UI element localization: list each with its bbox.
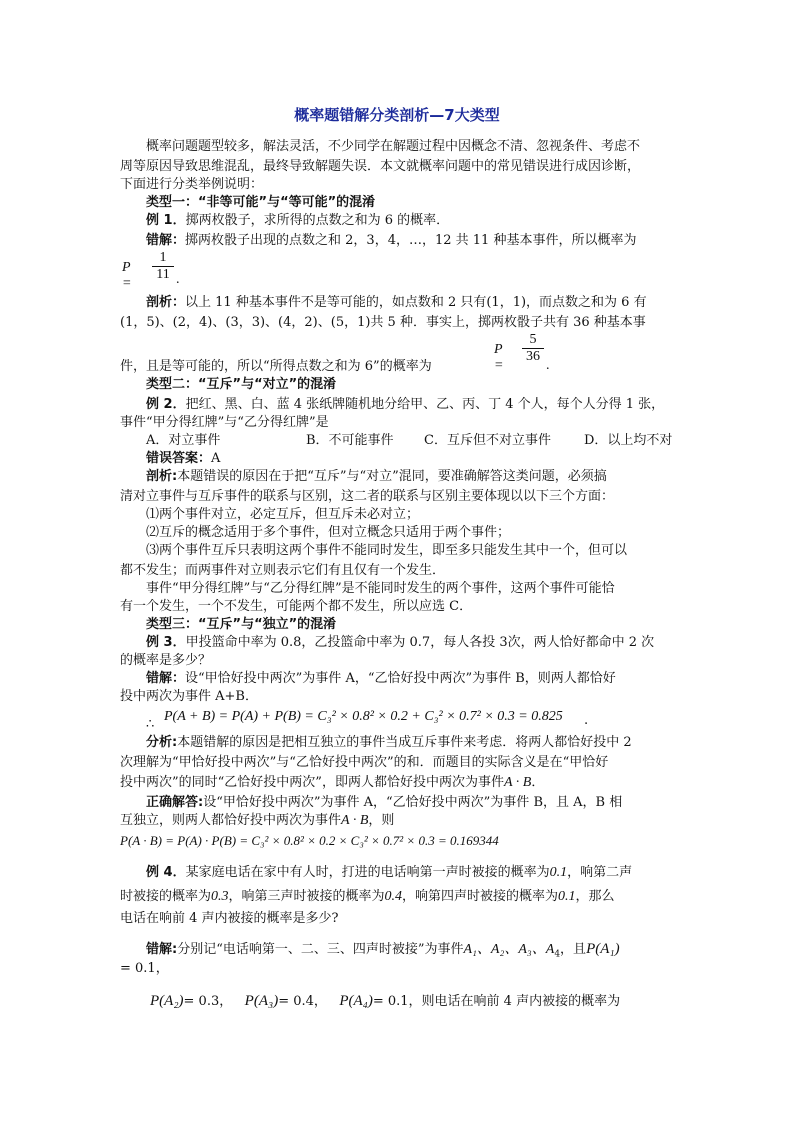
type1-heading: 类型一：“非等可能”与“等可能”的混淆 — [146, 195, 376, 210]
prob-first-ring: 0.1 — [549, 865, 568, 880]
wrong-label: 错解： — [146, 233, 186, 248]
formula-end: . — [176, 272, 180, 287]
example4-label: 例 4． — [146, 865, 186, 880]
eq1: = 0.1 — [120, 961, 156, 976]
analysis-label: 剖析: — [146, 469, 178, 484]
example4-text: 时被接的概率为 — [120, 889, 212, 904]
correct-line-with-formula — [120, 812, 680, 830]
wrong-text: 分别记“电话响第一、二、三、四声时被接”为事件 — [177, 942, 464, 957]
intro-line: 概率问题题型较多，解法灵活，不少同学在解题过程中因概念不清、忽视条件、考虑不 — [146, 139, 641, 154]
intro-line: 下面进行分类举例说明： — [120, 177, 264, 192]
wrong-label: 错解: — [146, 942, 178, 957]
final-text: ，则电话在响前 4 声内被接的概率为 — [408, 994, 621, 1009]
example4-line2 — [120, 888, 680, 906]
formula-denominator: 36 — [526, 349, 540, 364]
example4-line3: 电话在响前 4 声内被接的概率是多少? — [120, 911, 339, 926]
analysis-line: 以上 11 种基本事件不是等可能的，如点数和 2 只有(1，1)，而点数之和为 6 有 — [185, 295, 647, 310]
analysis-formula: A · B — [503, 775, 532, 790]
correct-line: 互独立，则两人都恰好投中两次为事件 — [120, 813, 342, 828]
formula-lhs: P = — [494, 342, 504, 373]
example4-text: ，那么 — [575, 889, 615, 904]
prob-fourth-ring: 0.1 — [558, 889, 576, 904]
wrong-line: 设“甲恰好投中两次”为事件 A，“乙恰好投中两次”为事件 B，则两人都恰好 — [185, 671, 616, 686]
example2 — [146, 396, 706, 414]
prob-third-ring: 0.4 — [384, 889, 403, 904]
example4-eq-row — [150, 992, 710, 1011]
events-subscript: 4 — [554, 949, 561, 960]
correct-formula: P(A · B) = P(A) · P(B) = C₃² × 0.8² × 0.2 × C₃² × 0.7² × 0.3 = 0.169344 — [120, 833, 499, 848]
wrong-answer-value: A — [211, 451, 221, 466]
formula-end: . — [546, 358, 550, 373]
example3 — [146, 634, 706, 652]
example4-text: ，响第四声时被接的概率为 — [402, 889, 559, 904]
option-c: C．互斥但不对立事件 — [424, 433, 551, 448]
example4-text: ，响第二声 — [567, 865, 633, 880]
analysis-line: 清对立事件与互斥事件的联系与区别，这二者的联系与区别主要体现以以下三个方面： — [120, 489, 615, 504]
analysis-line: 都不发生；而两事件对立则表示它们有且仅有一个发生． — [120, 563, 446, 578]
analysis-2 — [146, 468, 706, 486]
correct-tail: ，则 — [368, 813, 395, 828]
example4-line1 — [146, 864, 706, 882]
wrong-answer — [146, 450, 706, 468]
wrong-line: 投中两次为事件 A+B． — [120, 689, 258, 704]
comma: ， — [219, 994, 233, 1009]
formula-lhs: P = — [122, 260, 132, 291]
analysis-line: 投中两次”的同时“乙恰好投中两次”，即两人都恰好投中两次为事件 — [120, 775, 504, 790]
analysis-line: 本题错解的原因是把相互独立的事件当成互斥事件来考虑．将两人都恰好投中 2 — [177, 735, 632, 750]
prob-a4: P(A₄) — [339, 993, 373, 1009]
prob-a1: P(A₁) — [586, 941, 620, 957]
therefore-symbol: ∴ — [146, 717, 155, 732]
wrong-label: 错解： — [146, 671, 186, 686]
example3-label: 例 3． — [146, 635, 186, 650]
wrong-text: 掷两枚骰子出现的点数之和 2，3，4，…，12 共 11 种基本事件，所以概率为 — [185, 233, 637, 248]
options-row — [146, 432, 706, 450]
page-title: 概率题错解分类剖析—7大类型 — [294, 106, 500, 124]
analysis-label: 分析: — [146, 735, 178, 750]
analysis-label: 剖析： — [146, 295, 186, 310]
analysis-1 — [146, 294, 706, 312]
analysis-line-with-formula — [120, 774, 680, 792]
correct-line: 设“甲恰好投中两次”为事件 A，“乙恰好投中两次”为事件 B，且 A，B 相 — [203, 795, 623, 810]
formula-numerator: 5 — [529, 332, 537, 347]
type2-heading: 类型二：“互斥”与“对立”的混淆 — [146, 377, 337, 392]
example4-text: ，响第三声时被接的概率为 — [228, 889, 385, 904]
formula-denominator: 11 — [156, 267, 170, 282]
prob-a2: P(A₂) — [150, 993, 184, 1009]
wrong-answer-label: 错误答案： — [146, 451, 212, 466]
example3-line: 甲投篮命中率为 0.8，乙投篮命中率为 0.7，每人各投 3次，两人恰好都命中 2 次 — [185, 635, 655, 650]
correct-inline-formula: A · B — [341, 813, 369, 828]
example1-label: 例 1． — [146, 213, 186, 228]
option-d: D．以上均不对 — [584, 433, 673, 448]
formula-end: . — [584, 713, 589, 728]
analysis-line: (1，5)、(2，4)、(3，3)、(4，2)、(5，1)共 5 种．事实上，掷两枚骰子共有 36 种基本事 — [120, 315, 646, 330]
formula-numerator: 1 — [159, 250, 167, 265]
example1 — [146, 212, 706, 230]
option-b: B．不可能事件 — [306, 433, 394, 448]
example3-line: 的概率是多少？ — [120, 653, 212, 668]
analysis-3 — [146, 734, 706, 752]
analysis-line: 件，且是等可能的，所以“所得点数之和为 6”的概率为 — [120, 359, 432, 374]
analysis-line: 本题错误的原因在于把“互斥”与“对立”混同，要准确解答这类问题，必须搞 — [177, 469, 607, 484]
eq3: = 0.4 — [278, 994, 314, 1009]
wrong-text: ，且 — [560, 942, 587, 957]
example4-eq1 — [120, 960, 680, 978]
example2-line: 事件“甲分得红牌”与“乙分得红牌”是 — [120, 415, 329, 430]
analysis-line: ⑵互斥的概念适用于多个事件，但对立概念只适用于两个事件； — [146, 525, 511, 540]
correct-solution — [146, 794, 706, 812]
eq4: = 0.1 — [372, 994, 409, 1009]
analysis-line: 事件“甲分得红牌”与“乙分得红牌”是不能同时发生的两个事件，这两个事件可能恰 — [146, 581, 615, 596]
example2-label: 例 2． — [146, 397, 186, 412]
analysis-line: 次理解为“甲恰好投中两次”与“乙恰好投中两次”的和．而题目的实际含义是在“甲恰好 — [120, 755, 609, 770]
wrong-formula: P(A + B) = P(A) + P(B) = C₃² × 0.8² × 0.2 + C₃² × 0.7² × 0.3 = 0.825 — [164, 709, 563, 724]
events-list: A₁、A₂、A₃、A — [463, 942, 555, 957]
eq1-end: ， — [155, 961, 169, 976]
example1-text: 掷两枚骰子，求所得的点数之和为 6 的概率． — [185, 213, 450, 228]
option-a: A．对立事件 — [146, 433, 221, 448]
eq2: = 0.3 — [183, 994, 220, 1009]
comma: ， — [313, 994, 327, 1009]
type3-heading: 类型三：“互斥”与“独立”的混淆 — [146, 617, 337, 632]
example4-text: 某家庭电话在家中有人时，打进的电话响第一声时被接的概率为 — [185, 865, 550, 880]
analysis-line: ⑴两个事件对立，必定互斥，但互斥未必对立； — [146, 507, 420, 522]
wrong-solution-3 — [146, 670, 706, 688]
intro-line: 周等原因导致思维混乱，最终导致解题失误．本文就概率问题中的常见错误进行成因诊断， — [120, 159, 641, 174]
correct-label: 正确解答: — [146, 795, 204, 810]
prob-a3: P(A₃) — [244, 993, 279, 1009]
analysis-end: ． — [531, 775, 545, 790]
analysis-line: 有一个发生，一个不发生，可能两个都不发生，所以应选 C． — [120, 599, 473, 614]
wrong-solution-1 — [146, 232, 706, 250]
analysis-line: ⑶两个事件互斥只表明这两个事件不能同时发生，即至多只能发生其中一个，但可以 — [146, 543, 628, 558]
prob-second-ring: 0.3 — [211, 889, 229, 904]
example2-line: 把红、黑、白、蓝 4 张纸牌随机地分给甲、乙、丙、丁 4 个人，每个人分得 1 张， — [185, 397, 665, 412]
